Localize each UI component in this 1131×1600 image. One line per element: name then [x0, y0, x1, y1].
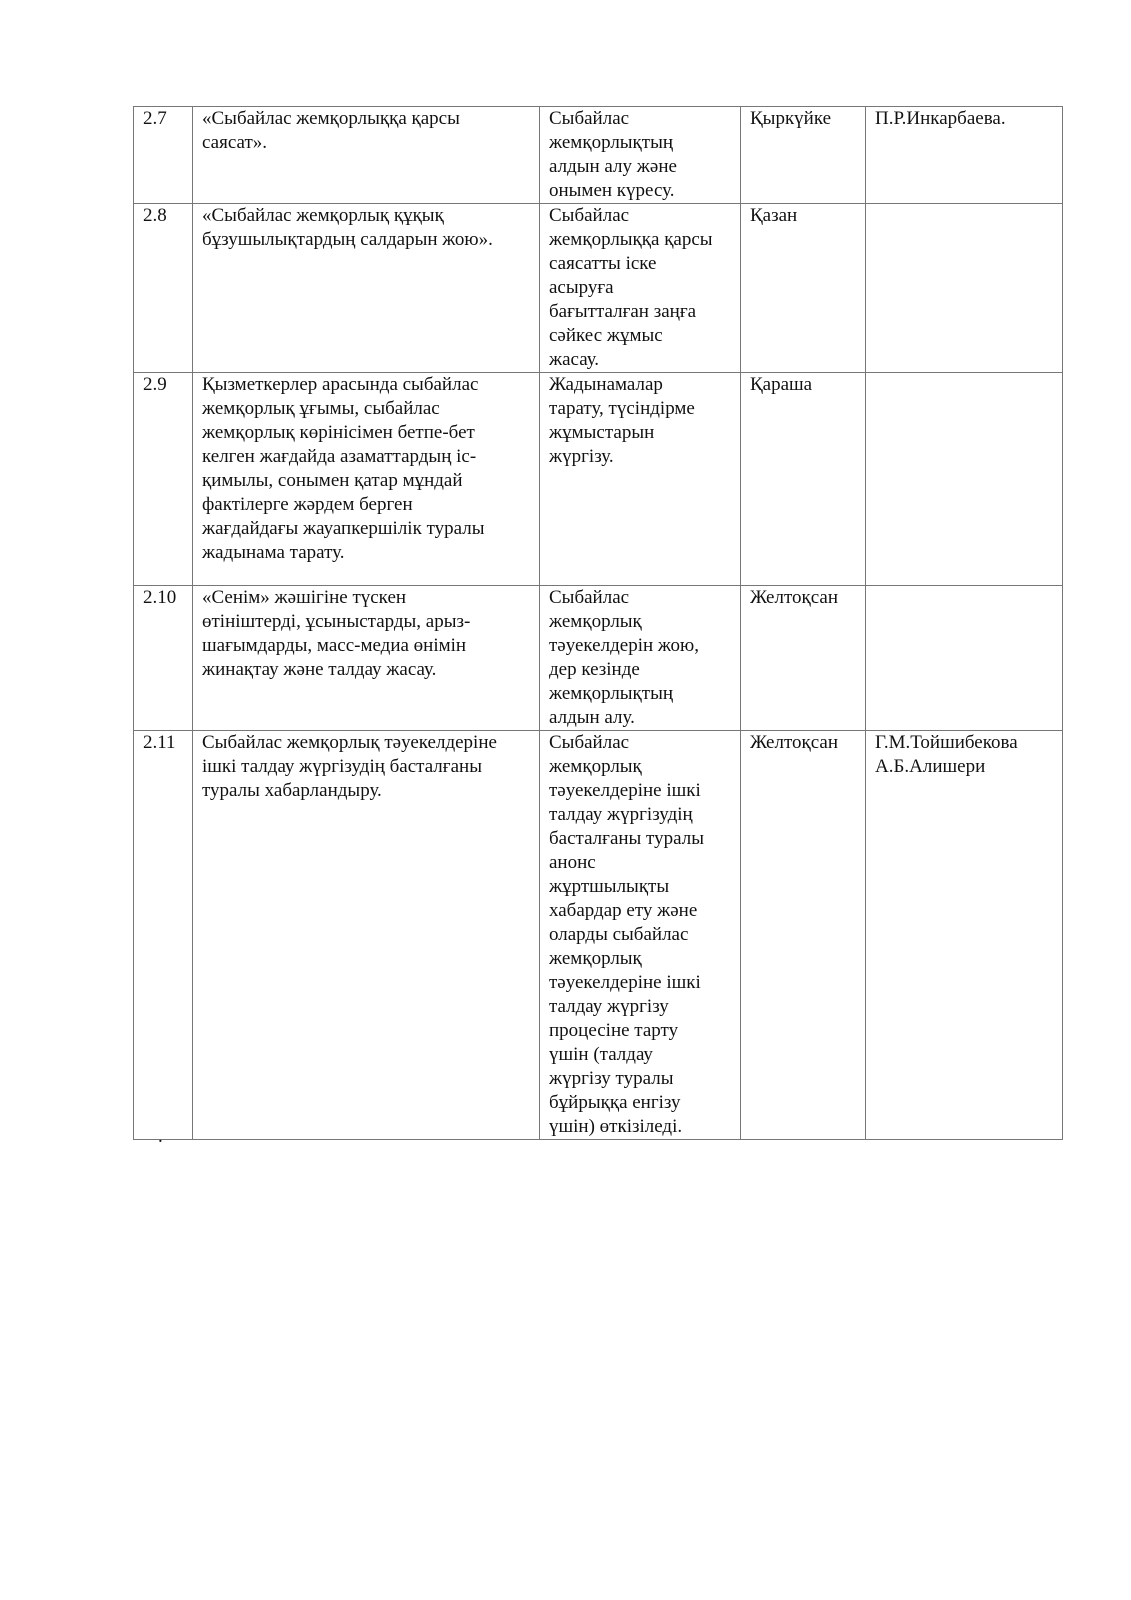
item-responsible: Г.М.Тойшибекова А.Б.Алишери [866, 731, 1063, 1140]
item-responsible [866, 204, 1063, 373]
item-deadline: Қыркүйке [741, 107, 866, 204]
item-number: 2.8 [134, 204, 193, 373]
item-responsible [866, 586, 1063, 731]
item-name: Сыбайлас жемқорлық тәуекелдеріне ішкі талдау жүргізудің басталғаны туралы хабарландыру. [193, 731, 540, 1140]
item-description: Сыбайлас жемқорлық тәуекелдерін жою, дер кезінде жемқорлықтың алдын алу. [540, 586, 741, 731]
item-description: Сыбайлас жемқорлықтың алдын алу және онымен күресу. [540, 107, 741, 204]
item-number: 2.9 [134, 373, 193, 586]
trailing-period: . [158, 1126, 163, 1147]
item-name: «Сыбайлас жемқорлық құқық бұзушылықтардың салдарын жою». [193, 204, 540, 373]
item-responsible: П.Р.Инкарбаева. [866, 107, 1063, 204]
item-number: 2.7 [134, 107, 193, 204]
item-description: Жадынамалар тарату, түсіндірме жұмыстарын жүргізу. [540, 373, 741, 586]
item-responsible [866, 373, 1063, 586]
table-row [134, 373, 1063, 586]
item-deadline: Қараша [741, 373, 866, 586]
item-description: Сыбайлас жемқорлыққа қарсы саясатты іске асыруға бағытталған заңға сәйкес жұмыс жасау. [540, 204, 741, 373]
item-description: Сыбайлас жемқорлық тәуекелдеріне ішкі талдау жүргізудің басталғаны туралы анонс жұртшылықты хабардар ету және оларды сыбайлас жемқорлық тәуекелдеріне ішкі талдау жүргізу процесіне тарту үшін (талдау жүргізу туралы бұйрыққа енгізу үшін) өткізіледі. [540, 731, 741, 1140]
item-number: 2.11 [134, 731, 193, 1140]
table-row [134, 204, 1063, 373]
table-row [134, 586, 1063, 731]
item-name: Қызметкерлер арасында сыбайлас жемқорлық ұғымы, сыбайлас жемқорлық көрінісімен бетпе-бет келген жағдайда азаматтардың іс- қимылы, сонымен қатар мұндай фактілерге жәрдем берген жағдайдағы жауапкершілік туралы жадынама тарату. [193, 373, 540, 586]
item-number: 2.10 [134, 586, 193, 731]
item-deadline: Желтоқсан [741, 586, 866, 731]
item-name: «Сенім» жәшігіне түскен өтініштерді, ұсыныстарды, арыз- шағымдарды, масс-медиа өнімін жинақтау және талдау жасау. [193, 586, 540, 731]
item-deadline: Қазан [741, 204, 866, 373]
table-row [134, 731, 1063, 1140]
action-plan-table [133, 106, 1063, 1140]
table-row [134, 107, 1063, 204]
item-deadline: Желтоқсан [741, 731, 866, 1140]
item-name: «Сыбайлас жемқорлыққа қарсы саясат». [193, 107, 540, 204]
